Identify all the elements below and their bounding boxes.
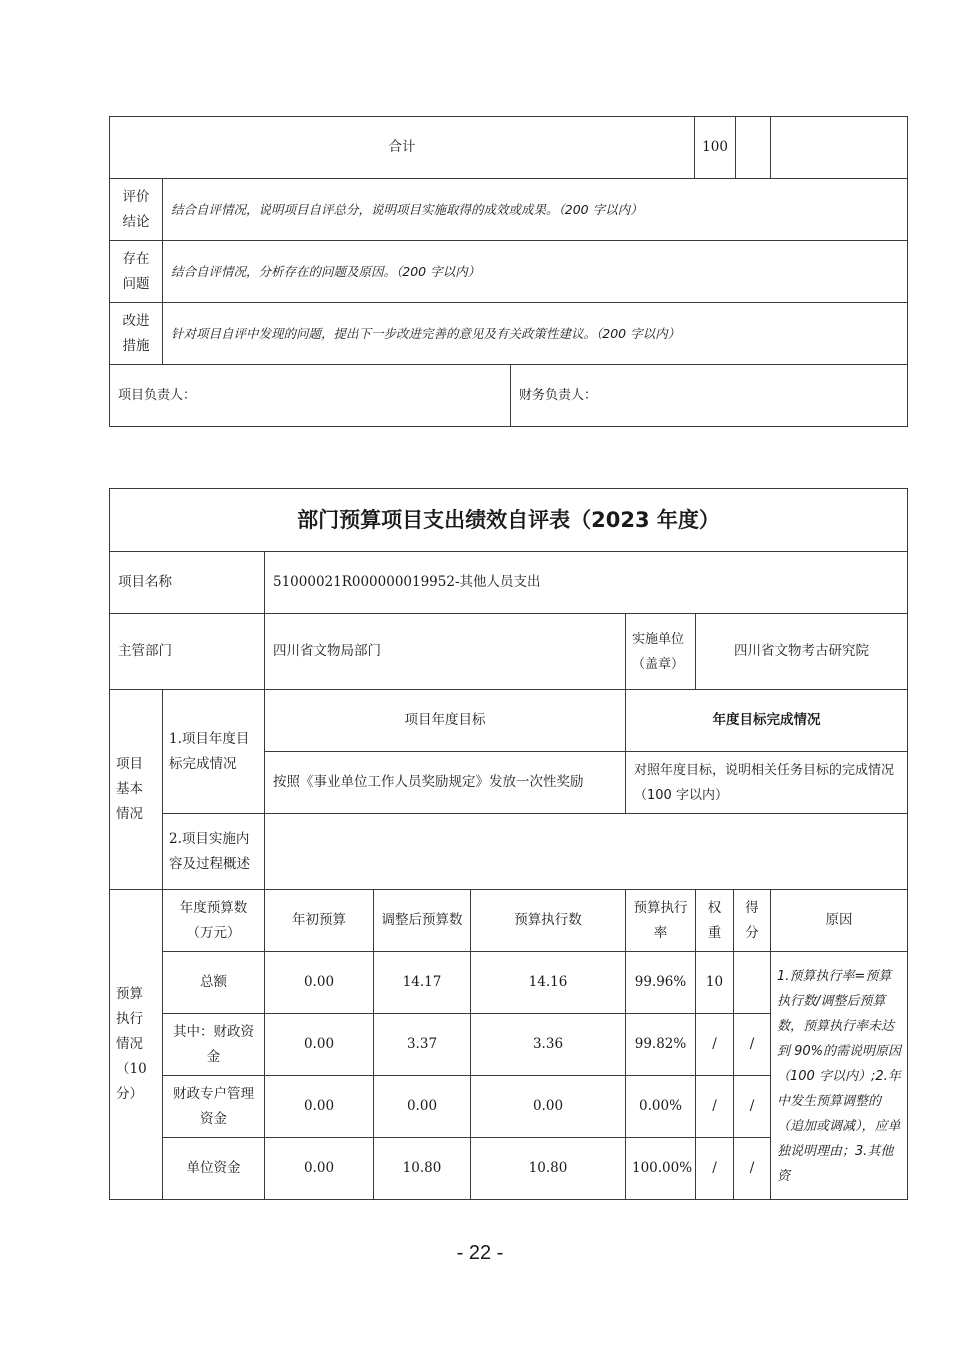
row-weight: / — [696, 1014, 734, 1076]
budget-header-initial: 年初预算 — [265, 890, 374, 952]
reason-text: 1.预算执行率=预算执行数/调整后预算数，预算执行率未达到 90%的需说明原因（100 字以内）;2.年中发生预算调整的（追加或调减），应单独说明理由；3.其他资 — [771, 952, 908, 1200]
row-score: / — [734, 1014, 771, 1076]
total-label: 合计 — [110, 117, 695, 179]
budget-header-adjusted: 调整后预算数 — [374, 890, 471, 952]
row-score — [734, 952, 771, 1014]
row-executed: 3.36 — [471, 1014, 626, 1076]
project-name-value: 51000021R000000019952-其他人员支出 — [265, 552, 908, 614]
conclusion-label: 评价结论 — [110, 179, 163, 241]
measure-label: 改进措施 — [110, 303, 163, 365]
budget-section-label: 预算执行情况（10分） — [110, 890, 163, 1200]
row-rate: 99.82% — [626, 1014, 696, 1076]
total-value: 100 — [695, 117, 736, 179]
budget-header-executed: 预算执行数 — [471, 890, 626, 952]
row-initial: 0.00 — [265, 952, 374, 1014]
problem-label: 存在问题 — [110, 241, 163, 303]
completion-text: 对照年度目标，说明相关任务目标的完成情况（100 字以内） — [626, 752, 908, 814]
row-adjusted: 0.00 — [374, 1076, 471, 1138]
performance-form — [109, 488, 908, 1200]
goal-header: 项目年度目标 — [265, 690, 626, 752]
row-score: / — [734, 1076, 771, 1138]
row-name: 其中：财政资金 — [163, 1014, 265, 1076]
summary-table — [109, 116, 908, 427]
row-name: 财政专户管理资金 — [163, 1076, 265, 1138]
row-initial: 0.00 — [265, 1076, 374, 1138]
row-weight: / — [696, 1076, 734, 1138]
row-adjusted: 10.80 — [374, 1138, 471, 1200]
row-initial: 0.00 — [265, 1138, 374, 1200]
row-name: 单位资金 — [163, 1138, 265, 1200]
total-extra-cell — [771, 117, 908, 179]
goal-section-label: 1.项目年度目标完成情况 — [163, 690, 265, 814]
row-weight: 10 — [696, 952, 734, 1014]
dept-label: 主管部门 — [110, 614, 265, 690]
form-title: 部门预算项目支出绩效自评表（2023 年度） — [110, 489, 908, 552]
impl-unit-value: 四川省文物考古研究院 — [696, 614, 908, 690]
row-name: 总额 — [163, 952, 265, 1014]
row-rate: 0.00% — [626, 1076, 696, 1138]
dept-value: 四川省文物局部门 — [265, 614, 626, 690]
finance-lead-label: 财务负责人： — [511, 365, 908, 427]
impl-unit-label: 实施单位（盖章） — [626, 614, 696, 690]
budget-header-weight: 权重 — [696, 890, 734, 952]
table-row — [110, 952, 908, 1014]
basic-info-label: 项目基本情况 — [110, 690, 163, 890]
row-rate: 99.96% — [626, 952, 696, 1014]
conclusion-text: 结合自评情况，说明项目自评总分，说明项目实施取得的成效或成果。（200 字以内） — [163, 179, 908, 241]
problem-text: 结合自评情况，分析存在的问题及原因。（200 字以内） — [163, 241, 908, 303]
row-score: / — [734, 1138, 771, 1200]
budget-header-annual: 年度预算数（万元） — [163, 890, 265, 952]
measure-text: 针对项目自评中发现的问题，提出下一步改进完善的意见及有关政策性建议。（200 字以内） — [163, 303, 908, 365]
row-adjusted: 14.17 — [374, 952, 471, 1014]
row-executed: 0.00 — [471, 1076, 626, 1138]
project-lead-label: 项目负责人： — [110, 365, 511, 427]
row-rate: 100.00% — [626, 1138, 696, 1200]
page-number: - 22 - — [456, 1242, 504, 1264]
row-executed: 14.16 — [471, 952, 626, 1014]
budget-header-reason: 原因 — [771, 890, 908, 952]
impl-content-value — [265, 814, 908, 890]
row-initial: 0.00 — [265, 1014, 374, 1076]
goal-text: 按照《事业单位工作人员奖励规定》发放一次性奖励 — [265, 752, 626, 814]
budget-header-score: 得分 — [734, 890, 771, 952]
completion-header: 年度目标完成情况 — [626, 690, 908, 752]
row-adjusted: 3.37 — [374, 1014, 471, 1076]
project-name-label: 项目名称 — [110, 552, 265, 614]
row-executed: 10.80 — [471, 1138, 626, 1200]
impl-content-label: 2.项目实施内容及过程概述 — [163, 814, 265, 890]
total-score-cell — [736, 117, 771, 179]
row-weight: / — [696, 1138, 734, 1200]
budget-header-rate: 预算执行率 — [626, 890, 696, 952]
